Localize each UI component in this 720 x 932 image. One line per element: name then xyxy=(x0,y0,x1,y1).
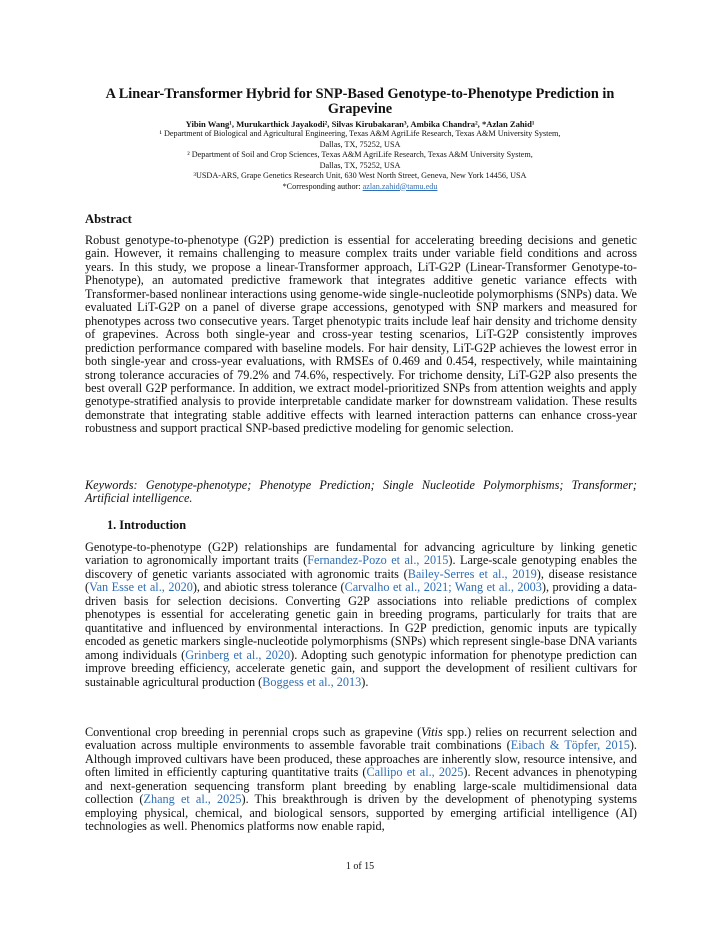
affiliation-1-line-2: Dallas, TX, 75252, USA xyxy=(319,139,401,149)
paper-title xyxy=(90,87,630,117)
title-line-1: A Linear-Transformer Hybrid for SNP-Based Genotype-to-Phenotype Prediction in xyxy=(105,86,615,102)
corresponding-prefix: *Corresponding author: xyxy=(282,181,363,191)
paragraph-text: Conventional crop breeding in perennial crops such as grapevine ( xyxy=(85,725,422,739)
italic-text: Vitis xyxy=(421,725,443,739)
affiliation-1-line-1: ¹ Department of Biological and Agricultural Engineering, Texas A&M AgriLife Research, Texas A&M University System, xyxy=(159,129,561,138)
paragraph-text: ). Although improved cultivars have been produced, these approaches are inherently slow, resource intensive, and often limited in efficiently capturing quantitative traits ( xyxy=(85,738,637,780)
paragraph-text: ). Recent advances in phenotyping and next-generation sequencing transform plant breeding by enabling large-scale multidimensional data collection ( xyxy=(85,765,637,807)
corresponding-author xyxy=(90,182,630,192)
paragraph-text: ). xyxy=(361,674,369,689)
paragraph-text: ). This breakthrough is driven by the development of phenotyping systems employing physical, chemical, and biological sensors, supported by emerging artificial intelligence (AI) technologies as well. Phenomics platforms now enable rapid, xyxy=(85,792,637,834)
citation-link[interactable]: Zhang et al., 2025 xyxy=(143,792,242,807)
citation-link[interactable]: Eibach & Töpfer, 2015 xyxy=(510,738,630,753)
paragraph-text: ), and abiotic stress tolerance ( xyxy=(192,580,345,595)
citation-link[interactable]: Callipo et al., 2025 xyxy=(366,765,464,780)
citation-link[interactable]: Van Esse et al., 2020 xyxy=(89,580,193,595)
intro-paragraph-2 xyxy=(85,726,637,834)
abstract-text: Robust genotype-to-phenotype (G2P) prediction is essential for accelerating breeding decisions and genetic gain. However, it remains challenging to measure complex traits under variable field conditions and across years. In this study, we propose a linear-Transformer approach, LiT-G2P (Linear-Transformer Genotype-to-Phenotype), an automated predictive framework that integrates additive genetic variance effects with Transformer-based nonlinear interactions using genome-wide single-nucleotide polymorphisms (SNPs) data. We evaluated LiT-G2P on a panel of diverse grape accessions, genotyped with SNP markers and measured for phenotypes across two consecutive years. Target phenotypic traits include leaf hair density and trichome density of grapevines. Across both single-year and cross-year testing scenarios, LiT-G2P consistently improves prediction performance compared with baseline models. For hair density, LiT-G2P achieves the lowest error in both single-year and cross-year evaluations, with RMSEs of 0.469 and 0.454, respectively, while maintaining strong tolerance accuracies of 79.2% and 74.6%, respectively. For trichome density, LiT-G2P also presents the best overall G2P performance. In addition, we extract model-prioritized SNPs from attention weights and apply genotype-stratified analysis to provide interpretable candidate marker for downstream validation. These results demonstrate that integrating stable additive effects with learned interaction patterns can enhance cross-year robustness and support practical SNP-based predictive modeling for genomic selection. xyxy=(85,233,637,436)
affiliation-2-line-1: ² Department of Soil and Crop Sciences, Texas A&M AgriLife Research, Texas A&M University System, xyxy=(187,150,533,159)
citation-link[interactable]: Fernandez-Pozo et al., 2015 xyxy=(307,553,449,568)
affiliation-2-line-2: Dallas, TX, 75252, USA xyxy=(319,160,401,170)
citation-link[interactable]: Bailey-Serres et al., 2019 xyxy=(407,566,537,581)
page-number: 1 of 15 xyxy=(345,861,375,872)
paragraph-text: ), providing a data-driven basis for selection decisions. Converting G2P associations into reliable predictions of complex phenotypes is essential for accelerating genetic gain in breeding programs, particularly for traits that are quantitative and influenced by environmental interactions. In G2P prediction, genomic inputs are typically encoded as genetic markers single-nucleotide polymorphisms (SNPs) which represent single-base DNA variants among individuals ( xyxy=(85,580,638,662)
abstract-heading: Abstract xyxy=(85,212,132,226)
author-list: Yibin Wang¹, Murukarthick Jayakodi², Silvas Kirubakaran³, Ambika Chandra², *Azlan Zahid¹ xyxy=(185,119,535,129)
paragraph-text: ). Large-scale genotyping enables the discovery of genetic variants associated with agronomic traits ( xyxy=(85,553,637,581)
section-1-heading: 1. Introduction xyxy=(107,518,187,532)
corresponding-email-link[interactable]: azlan.zahid@tamu.edu xyxy=(362,181,438,191)
paragraph-text: Genotype-to-phenotype (G2P) relationships are fundamental for advancing agriculture by linking genetic variation to agronomically important traits ( xyxy=(85,540,637,568)
paragraph-text: ). Adopting such genotypic information for phenotype prediction can improve breeding efficiency, accelerate genetic gain, and support the development of resilient cultivars for sustainable agricultural production ( xyxy=(85,647,637,689)
paragraph-text: spp.) relies on recurrent selection and evaluation across multiple environments to assemble favorable trait combinations ( xyxy=(85,725,637,753)
paragraph-text: ), disease resistance ( xyxy=(85,566,637,595)
citation-link[interactable]: Carvalho et al., 2021; Wang et al., 2003 xyxy=(344,580,542,595)
citation-link[interactable]: Boggess et al., 2013 xyxy=(262,674,362,689)
intro-paragraph-1 xyxy=(85,541,637,689)
title-line-2: Grapevine xyxy=(327,101,393,117)
affiliation-3: ³USDA-ARS, Grape Genetics Research Unit, 630 West North Street, Geneva, New York 14456, USA xyxy=(193,171,527,180)
keywords: Keywords: Genotype-phenotype; Phenotype Prediction; Single Nucleotide Polymorphisms; Transformer; Artificial intelligence. xyxy=(85,478,637,506)
citation-link[interactable]: Grinberg et al., 2020 xyxy=(185,647,291,662)
